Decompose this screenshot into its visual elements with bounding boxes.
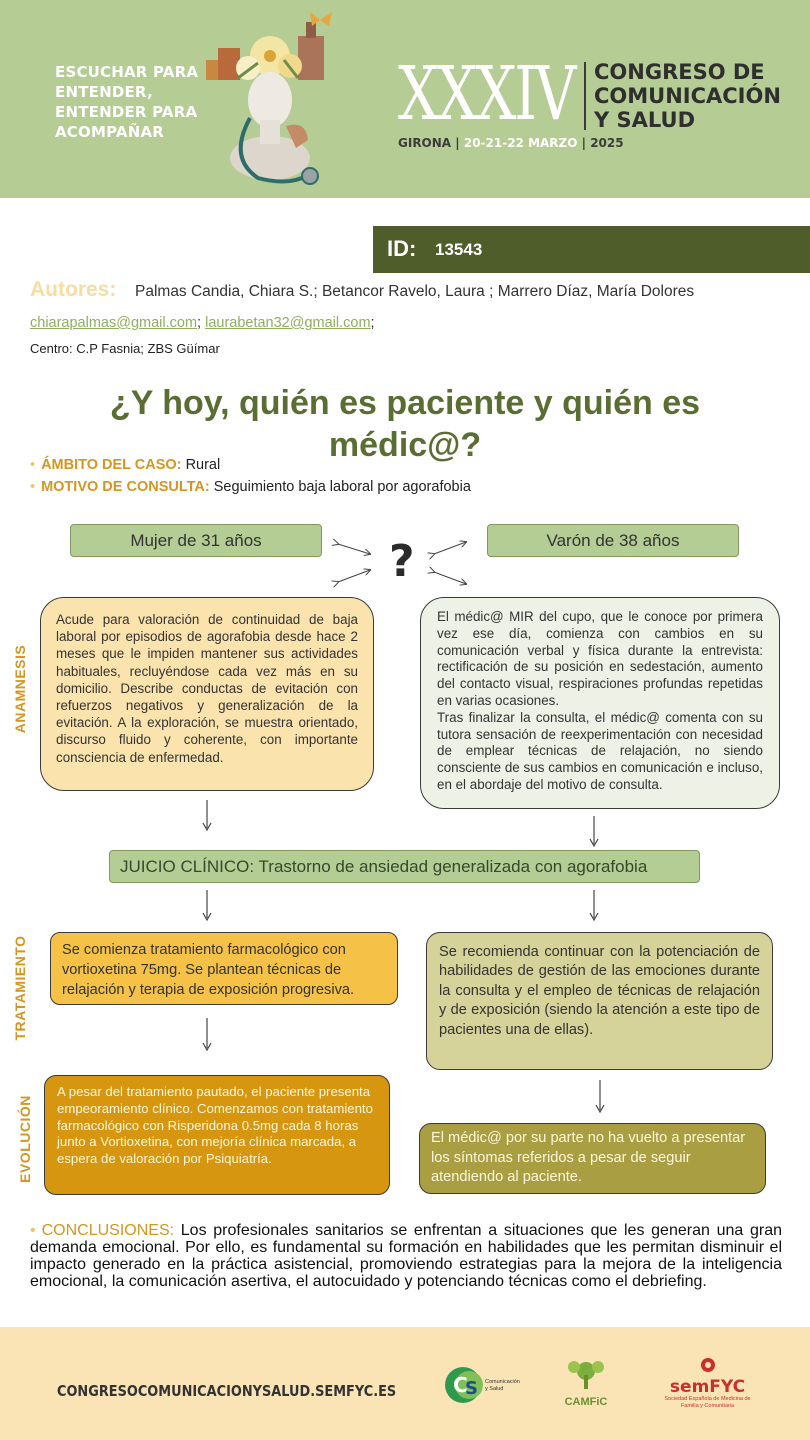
ambito-line: • ÁMBITO DEL CASO: Rural: [30, 457, 221, 473]
bidirectional-arrows: [330, 536, 480, 588]
bullet-dot: •: [30, 457, 36, 473]
congress-dates: GIRONA | 20-21-22 MARZO | 2025: [398, 136, 624, 150]
id-bar: [373, 226, 810, 273]
svg-text:S: S: [465, 1378, 478, 1399]
arrow-down: [587, 890, 601, 922]
juicio-clinico: JUICIO CLÍNICO: Trastorno de ansiedad generalizada con agorafobia: [109, 850, 700, 883]
question-mark: ?: [389, 536, 415, 587]
edition-number: XXXIV: [398, 51, 575, 137]
page-title: ¿Y hoy, quién es paciente y quién es médic@?: [109, 384, 701, 464]
anamnesis-patient-card: Acude para valoración de continuidad de baja laboral por episodios de agorafobia desde hace 2 meses que le impiden mantener sus actividades habituales, recluyéndose cada vez más en su domicilio. Describe conductas de evitación con refuerzos negativos y generalización de la evitación. A la exploración, se muestra orientado, discurso fluido y coherente, con importante consciencia de enfermedad.: [40, 597, 374, 791]
email-link-2[interactable]: laurabetan32@gmail.com: [205, 315, 371, 331]
svg-text:Comunicación: Comunicación: [485, 1379, 520, 1385]
anamnesis-doctor-card: El médic@ MIR del cupo, que le conoce por primera vez ese día, comienza con cambios en su comunicación verbal y física durante la entrevista: rectificación de su posición en sedestación, aumento del contacto visual, respiraciones profundas repetidas en varias ocasiones. Tras finalizar la consulta, el médic@ comenta con su tutora sensación de reexperimentación con necesidad de emplear técnicas de relajación, no siendo consciente de sus cambios en comunicación e incluso, en el abordaje del motivo de consulta.: [420, 597, 780, 809]
arrow-down: [200, 800, 214, 832]
bullet-dot: •: [30, 479, 36, 495]
side-label-evolucion: EVOLUCIÓN: [17, 1095, 33, 1183]
footer-url[interactable]: CONGRESOCOMUNICACIONYSALUD.SEMFYC.ES: [57, 1382, 397, 1400]
centro: Centro: C.P Fasnia; ZBS Güímar: [30, 341, 220, 356]
slogan: ESCUCHAR PARA ENTENDER, ENTENDER PARA ACOMPAÑAR: [55, 63, 199, 141]
email-link-1[interactable]: chiarapalmas@gmail.com: [30, 315, 198, 331]
arrow-down: [593, 1080, 607, 1114]
semfyc-logo: semFYC Sociedad Española de Medicina de Familia y Comunitaria: [660, 1357, 755, 1413]
bullet-dot: •: [30, 1222, 36, 1239]
author-emails: chiarapalmas@gmail.com; laurabetan32@gmail.com;: [30, 315, 375, 331]
motivo-line: • MOTIVO DE CONSULTA: Seguimiento baja laboral por agorafobia: [30, 479, 471, 495]
comunicacion-salud-logo: [443, 1365, 535, 1405]
id-label: ID:: [387, 236, 417, 261]
patient-header: Mujer de 31 años: [70, 524, 322, 557]
svg-text:C: C: [453, 1373, 468, 1397]
doctor-header: Varón de 38 años: [487, 524, 739, 557]
tratamiento-patient-card: Se comienza tratamiento farmacológico con vortioxetina 75mg. Se plantean técnicas de relajación y terapia de exposición progresiva.: [50, 932, 398, 1005]
arrow-down: [587, 816, 601, 848]
id-value: 13543: [435, 240, 483, 259]
arrow-down: [200, 1018, 214, 1052]
header-divider: [584, 62, 586, 130]
footer: [0, 1327, 810, 1440]
poster-header: [0, 0, 810, 198]
bust-illustration: [198, 8, 343, 192]
semfyc-symbol-icon: [693, 1357, 723, 1373]
side-label-anamnesis: ANAMNESIS: [12, 644, 28, 734]
congress-title: CONGRESO DE COMUNICACIÓN Y SALUD: [594, 60, 781, 132]
authors-label: Autores:: [30, 278, 117, 301]
arrow-down: [200, 890, 214, 922]
authors-names: Palmas Candia, Chiara S.; Betancor Ravelo, Laura ; Marrero Díaz, María Dolores: [135, 283, 695, 300]
conclusiones: • CONCLUSIONES: Los profesionales sanitarios se enfrentan a situaciones que les generan una gran demanda emocional. Por ello, es fundamental su formación en habilidades que les permitan disminuir el impacto generado en la práctica asistencial, promoviendo estrategias para la mejora de la inteligencia emocional, la comunicación asertiva, el autocuidado y potenciando técnicas como el debriefing.: [30, 1222, 782, 1290]
camfic-logo: CAMFiC: [560, 1357, 612, 1413]
tree-icon: [560, 1357, 612, 1391]
svg-text:y Salud: y Salud: [485, 1386, 504, 1392]
evolucion-patient-card: A pesar del tratamiento pautado, el paciente presenta empeoramiento clínico. Comenzamos con tratamiento farmacológico con Risperidona 0.5mg cada 8 horas junto a Vortioxetina, con mejoría clínica marcada, a espera de valoración por Psiquiatría.: [44, 1075, 390, 1195]
tratamiento-doctor-card: Se recomienda continuar con la potenciación de habilidades de gestión de las emociones durante la consulta y el empleo de técnicas de relajación y de exposición (siendo la atención a este tipo de pacientes una de ellas).: [426, 932, 773, 1070]
evolucion-doctor-card: El médic@ por su parte no ha vuelto a presentar los síntomas referidos a pesar de seguir atendiendo al paciente.: [419, 1123, 766, 1194]
side-label-tratamiento: TRATAMIENTO: [12, 935, 28, 1041]
